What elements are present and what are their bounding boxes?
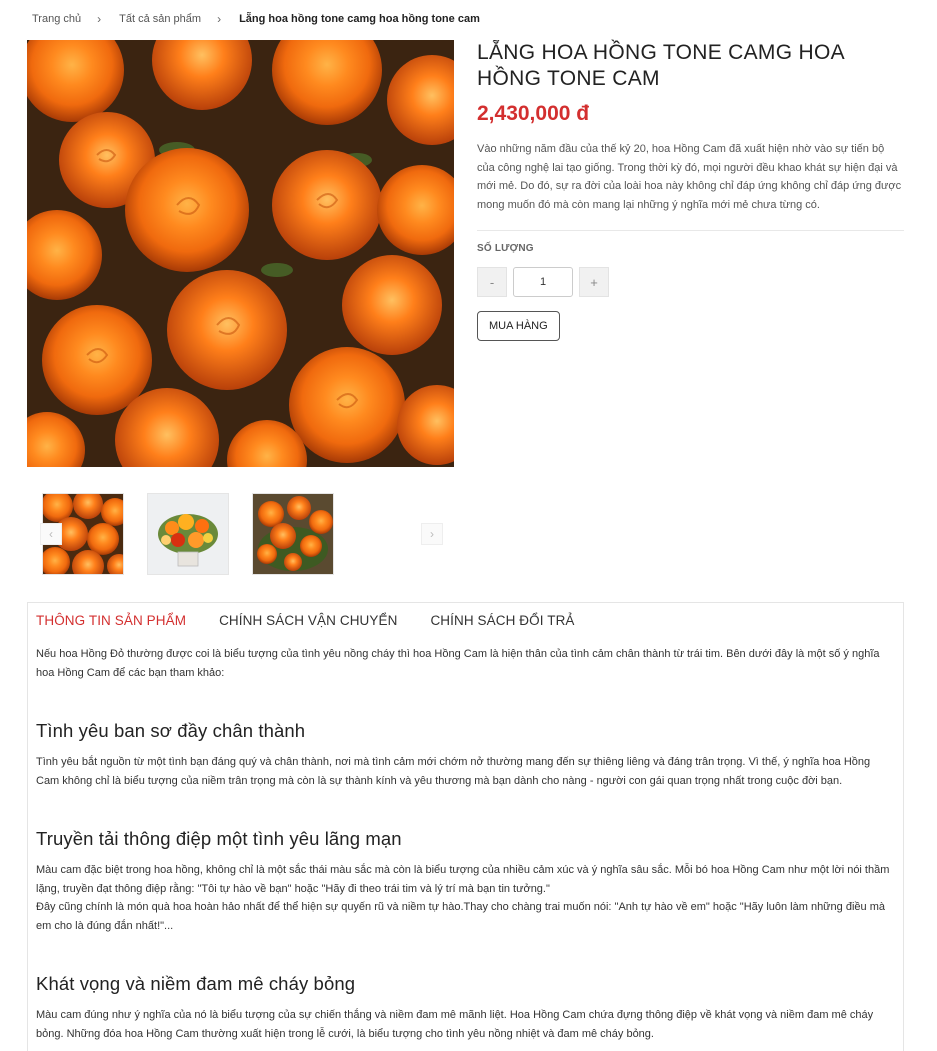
product-price: 2,430,000 đ xyxy=(477,102,590,125)
article-paragraph: Màu cam đặc biệt trong hoa hồng, không chỉ là một sắc thái màu sắc mà còn là biểu tượng của nhiều cảm xúc và ý nghĩa sâu sắc. Mỗi bó hoa Hồng Cam như một lời nói thầm lặng, truyền đạt thông điệp rằng: "Tôi tự hào về bạn" hoặc "Hãy đi theo trái tim và lý trí mà bạn tin tưởng." xyxy=(36,864,890,895)
product-description: Vào những năm đầu của thế kỷ 20, hoa Hồng Cam đã xuất hiện nhờ vào sự tiến bộ của công nghệ lai tạo giống. Trong thời kỳ đó, mọi người đều khao khát sự hiện đại và mới mẻ. Do đó, sự ra đời của loài hoa này không chỉ đáp ứng không chỉ đáp ứng được mong muốn đó mà còn mang lại những ý nghĩa mới mẻ chưa từng có. xyxy=(477,143,902,211)
quantity-stepper xyxy=(477,267,904,297)
tab-product-info[interactable]: THÔNG TIN SẢN PHẨM xyxy=(36,612,187,628)
tab-bar xyxy=(28,603,903,637)
orange-roses-image xyxy=(27,40,454,467)
article-heading: Tình yêu ban sơ đầy chân thành xyxy=(36,720,306,741)
orange-roses-bouquet-thumbnail xyxy=(253,494,333,574)
gallery-next-arrow[interactable]: › xyxy=(421,523,443,545)
product-main-image[interactable] xyxy=(27,40,454,467)
article-paragraph: Đây cũng chính là món quà hoa hoàn hảo nhất để thể hiện sự quyến rũ và niềm tự hào.Thay cho chàng trai muốn nói: "Anh tự hào về em" hoặc "Hãy luôn làm những điều mà em cho là đúng đắn nhất!"... xyxy=(36,901,885,932)
chevron-right-icon: › xyxy=(217,12,222,26)
product-title: LẴNG HOA HỒNG TONE CAMG HOA HỒNG TONE CAM xyxy=(477,41,844,90)
article-heading: Khát vọng và niềm đam mê cháy bỏng xyxy=(36,973,356,994)
quantity-decrease-button[interactable]: - xyxy=(477,267,507,297)
product-info xyxy=(477,40,904,341)
breadcrumb-category-link[interactable]: Tất cả sản phẩm xyxy=(119,13,202,25)
quantity-input[interactable] xyxy=(513,267,573,297)
divider xyxy=(477,230,904,231)
breadcrumb-current: Lẵng hoa hồng tone camg hoa hồng tone cam xyxy=(239,13,480,25)
thumbnail-flower-basket[interactable] xyxy=(147,493,229,575)
breadcrumb xyxy=(32,12,480,26)
article-paragraph: Màu cam đúng như ý nghĩa của nó là biểu tượng của sự chiến thắng và niềm đam mê mãnh liệt. Hoa Hồng Cam chứa đựng thông điệp về khát vọng và niềm đam mê cháy bỏng. Những đóa hoa Hồng Cam thường xuất hiện trong lễ cưới, là biểu tượng cho tình yêu nồng nhiệt và đam mê cháy bỏng. xyxy=(36,1009,874,1040)
product-details-panel xyxy=(27,602,904,1051)
article-heading: Truyền tải thông điệp một tình yêu lãng mạn xyxy=(36,828,402,849)
quantity-label: SỐ LƯỢNG xyxy=(477,243,534,254)
gallery-prev-arrow[interactable]: ‹ xyxy=(40,523,62,545)
tab-shipping-policy[interactable]: CHÍNH SÁCH VẬN CHUYỂN xyxy=(219,612,398,628)
article-intro: Nếu hoa Hồng Đỏ thường được coi là biểu tượng của tình yêu nồng cháy thì hoa Hồng Cam là hiện thân của tình cảm chân thành từ trái tim. Bên dưới đây là một số ý nghĩa hoa Hồng Cam để các bạn tham khảo: xyxy=(36,648,880,679)
breadcrumb-home-link[interactable]: Trang chủ xyxy=(32,13,82,25)
tab-return-policy[interactable]: CHÍNH SÁCH ĐỔI TRẢ xyxy=(430,612,575,628)
quantity-increase-button[interactable]: + xyxy=(579,267,609,297)
buy-button[interactable]: MUA HÀNG xyxy=(477,311,560,341)
article-content xyxy=(28,637,903,1043)
chevron-right-icon: › xyxy=(97,12,102,26)
thumbnail-orange-roses-bouquet[interactable] xyxy=(252,493,334,575)
flower-basket-thumbnail xyxy=(148,494,228,574)
article-paragraph: Tình yêu bắt nguồn từ một tình bạn đáng quý và chân thành, nơi mà tình cảm mới chớm nở thường mang đến sự thiêng liêng và đáng trân trọng. Vì thế, ý nghĩa hoa Hồng Cam không chỉ là biểu tượng của niềm trân trọng mà còn là sự thành kính và yêu thương mà bạn dành cho nàng - người con gái quan trọng nhất trong cuộc đời bạn. xyxy=(36,756,871,787)
thumbnail-gallery xyxy=(27,493,454,575)
